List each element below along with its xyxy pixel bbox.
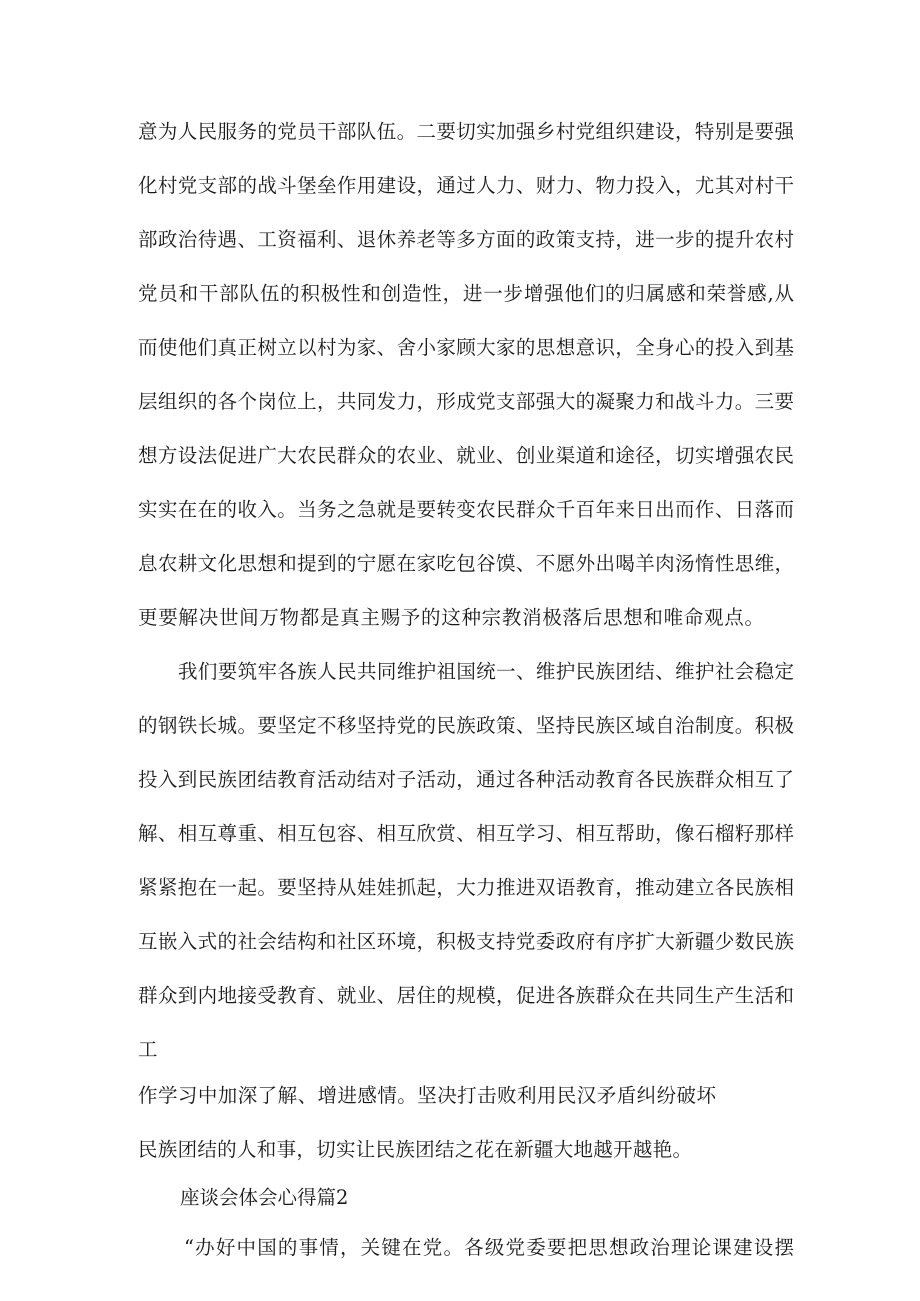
paragraph-line: 化村党支部的战斗堡垒作用建设，通过人力、财力、物力投入，尤其对村干 xyxy=(138,174,794,197)
paragraph-line: 紧紧抱在一起。要坚持从娃娃抓起，大力推进双语教育，推动建立各民族相 xyxy=(138,876,794,899)
paragraph-line: 民族团结的人和事，切实让民族团结之花在新疆大地越开越艳。 xyxy=(138,1138,692,1161)
paragraph-line: “办好中国的事情，关键在党。各级党委要把思想政治理论课建设摆 xyxy=(184,1236,794,1259)
paragraph-line: 而使他们真正树立以村为家、舍小家顾大家的思想意识，全身心的投入到基 xyxy=(138,336,794,359)
paragraph-line: 作学习中加深了解、增进感情。坚决打击败利用民汉矛盾纠纷破坏 xyxy=(138,1084,716,1107)
paragraph-line: 我们要筑牢各族人民共同维护祖国统一、维护民族团结、维护社会稳定 xyxy=(178,660,794,683)
paragraph-line: 工 xyxy=(138,1038,158,1061)
paragraph-line: 群众到内地接受教育、就业、居住的规模，促进各族群众在共同生产生活和 xyxy=(138,984,794,1007)
paragraph-line: 层组织的各个岗位上，共同发力，形成党支部强大的凝聚力和战斗力。三要 xyxy=(138,390,794,413)
paragraph-line: 更要解决世间万物都是真主赐予的这种宗教消极落后思想和唯命观点。 xyxy=(138,606,764,629)
paragraph-line: 的钢铁长城。要坚定不移坚持党的民族政策、坚持民族区域自治制度。积极 xyxy=(138,714,794,737)
paragraph-line: 实实在在的收入。当务之急就是要转变农民群众千百年来日出而作、日落而 xyxy=(138,498,794,521)
paragraph-line: 投入到民族团结教育活动结对子活动，通过各种活动教育各民族群众相互了 xyxy=(138,768,794,791)
paragraph-line: 党员和干部队伍的积极性和创造性，进一步增强他们的归属感和荣誉感,从 xyxy=(138,282,794,305)
paragraph-line: 意为人民服务的党员干部队伍。二要切实加强乡村党组织建设，特别是要强 xyxy=(138,120,794,143)
paragraph-line: 互嵌入式的社会结构和社区环境，积极支持党委政府有序扩大新疆少数民族 xyxy=(138,930,794,953)
paragraph-line: 解、相互尊重、相互包容、相互欣赏、相互学习、相互帮助，像石榴籽那样 xyxy=(138,822,794,845)
paragraph-line: 想方设法促进广大农民群众的农业、就业、创业渠道和途径，切实增强农民 xyxy=(138,444,794,467)
paragraph-line: 息农耕文化思想和提到的宁愿在家吃包谷馍、不愿外出喝羊肉汤惰性思维， xyxy=(138,552,794,575)
section-heading: 座谈会体会心得篇2 xyxy=(180,1186,349,1209)
paragraph-line: 部政治待遇、工资福利、退休养老等多方面的政策支持，进一步的提升农村 xyxy=(138,228,794,251)
